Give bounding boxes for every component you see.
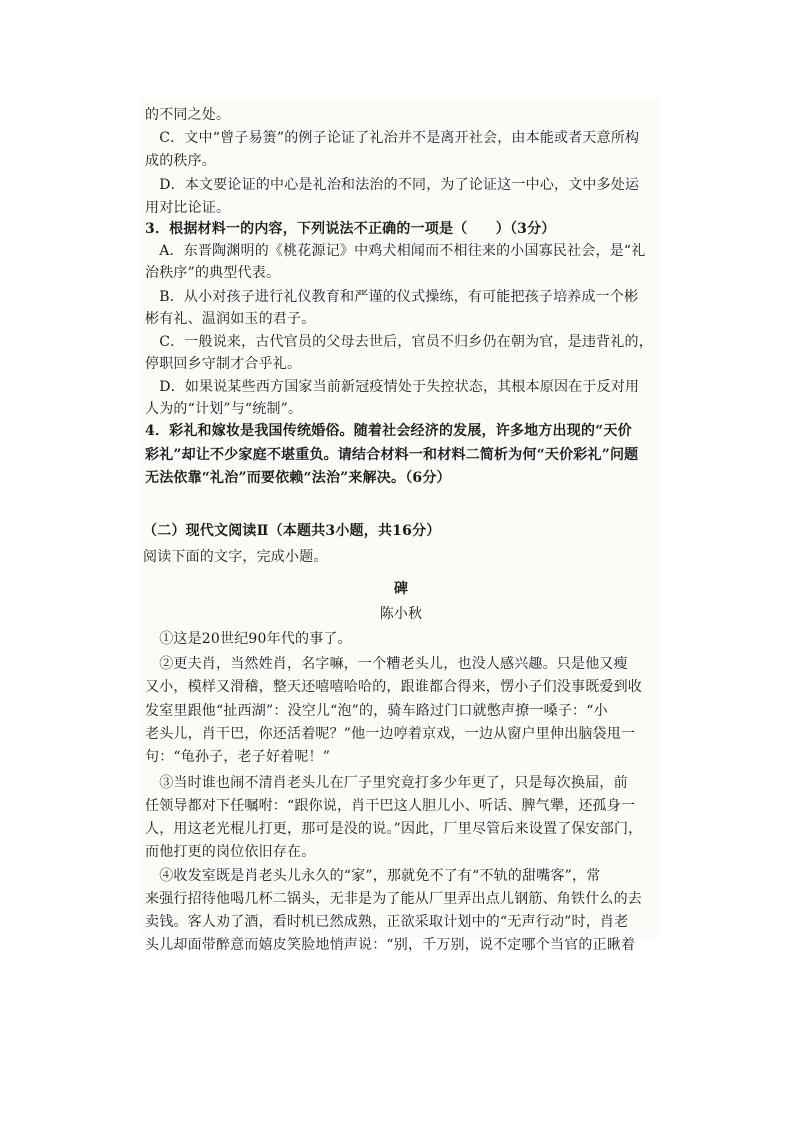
q3-option-d-line2: 人为的“计划”与“统制”。 [145,401,303,417]
story-paragraph-2-line4: 老头儿，肖干巴，你还活着呢？”他一边哼着京戏，一边从窗户里伸出脑袋甩一 [145,726,636,742]
section-heading: （二）现代文阅读Ⅱ（本题共3小题，共16分） [143,523,441,539]
q3-option-a-line2: 治秩序”的典型代表。 [145,265,281,281]
reading-instruction: 阅读下面的文字，完成小题。 [143,549,328,565]
story-paragraph-4-line4: 头儿却面带醉意而嬉皮笑脸地悄声说：“别，千万别，说不定哪个当官的正瞅着 [145,937,636,953]
story-author: 陈小秋 [379,606,423,622]
option-c-line2: 成的秩序。 [145,153,216,169]
q3-option-d-line1: D．如果说某些西方国家当前新冠疫情处于失控状态，其根本原因在于反对用 [145,379,640,395]
text-line: 的不同之处。 [145,107,231,123]
q3-option-b-line2: 彬有礼、温润如玉的君子。 [145,311,316,327]
story-paragraph-3-line1: ③当时谁也闹不清肖老头儿在厂子里究竟打多少年更了，只是每次换届，前 [145,775,628,791]
option-c-line1: C．文中“曾子易箦”的例子论证了礼治并不是离开社会，由本能或者天意所构 [145,130,640,146]
q3-option-a-line1: A．东晋陶渊明的《桃花源记》中鸡犬相闻而不相往来的小国寡民社会，是“礼 [145,243,646,259]
q3-option-c-line1: C．一般说来，古代官员的父母去世后，官员不归乡仍在朝为官，是违背礼的， [145,334,653,350]
story-title: 碑 [393,581,409,597]
story-paragraph-3-line2: 任领导都对下任嘱咐：“跟你说，肖干巴这人胆儿小、听话、脾气犟，还孤身一 [145,798,636,814]
question-4-line1: 4．彩礼和嫁妆是我国传统婚俗。随着社会经济的发展，许多地方出现的“天价 [145,423,632,439]
question-4-line2: 彩礼”却让不少家庭不堪重负。请结合材料一和材料二简析为何“天价彩礼”问题 [145,447,639,463]
option-d-line2: 用对比论证。 [145,200,231,216]
question-4-line3: 无法依靠“礼治”而要依赖“法治”来解决。（6分） [145,470,451,486]
q3-option-b-line1: B．从小对孩子进行礼仪教育和严谨的仪式操练，有可能把孩子培养成一个彬 [145,289,639,305]
story-paragraph-4-line1: ④收发室既是肖老头儿永久的“家”，那就免不了有“不轨的甜嘴客”，常 [145,868,601,884]
story-paragraph-2-line3: 发室里跟他“扯西湖”：没空儿“泡”的，骑车路过门口就憋声撩一嗓子：“小 [145,703,608,719]
story-paragraph-1: ①这是20世纪90年代的事了。 [145,631,352,647]
story-paragraph-4-line3: 卖钱。客人劝了酒，看时机已然成熟，正欲采取计划中的“无声行动”时，肖老 [145,914,629,930]
option-d-line1: D．本文要论证的中心是礼治和法治的不同，为了论证这一中心，文中多处运 [145,177,640,193]
q3-option-c-line2: 停职回乡守制才合乎礼。 [145,356,302,372]
story-paragraph-3-line4: 而他打更的岗位依旧存在。 [145,844,316,860]
story-paragraph-4-line2: 来强行招待他喝几杯二锅头，无非是为了能从厂里弄出点儿钢筋、角铁什么的去 [145,891,642,907]
story-paragraph-2-line1: ②更夫肖，当然姓肖，名字嘛，一个糟老头儿，也没人感兴趣。只是他又瘦 [145,656,628,672]
question-3-stem: 3．根据材料一的内容，下列说法不正确的一项是（ ）（3分） [145,221,556,237]
story-paragraph-3-line3: 人，用这老光棍儿打更，那可是没的说。”因此，厂里尽管后来设置了保安部门， [145,821,643,837]
story-paragraph-2-line5: 句：“龟孙子，老子好着呢！” [145,749,331,765]
story-paragraph-2-line2: 又小，模样又滑稽，整天还嘻嘻哈哈的，跟谁都合得来，愣小子们没事既爱到收 [145,679,642,695]
